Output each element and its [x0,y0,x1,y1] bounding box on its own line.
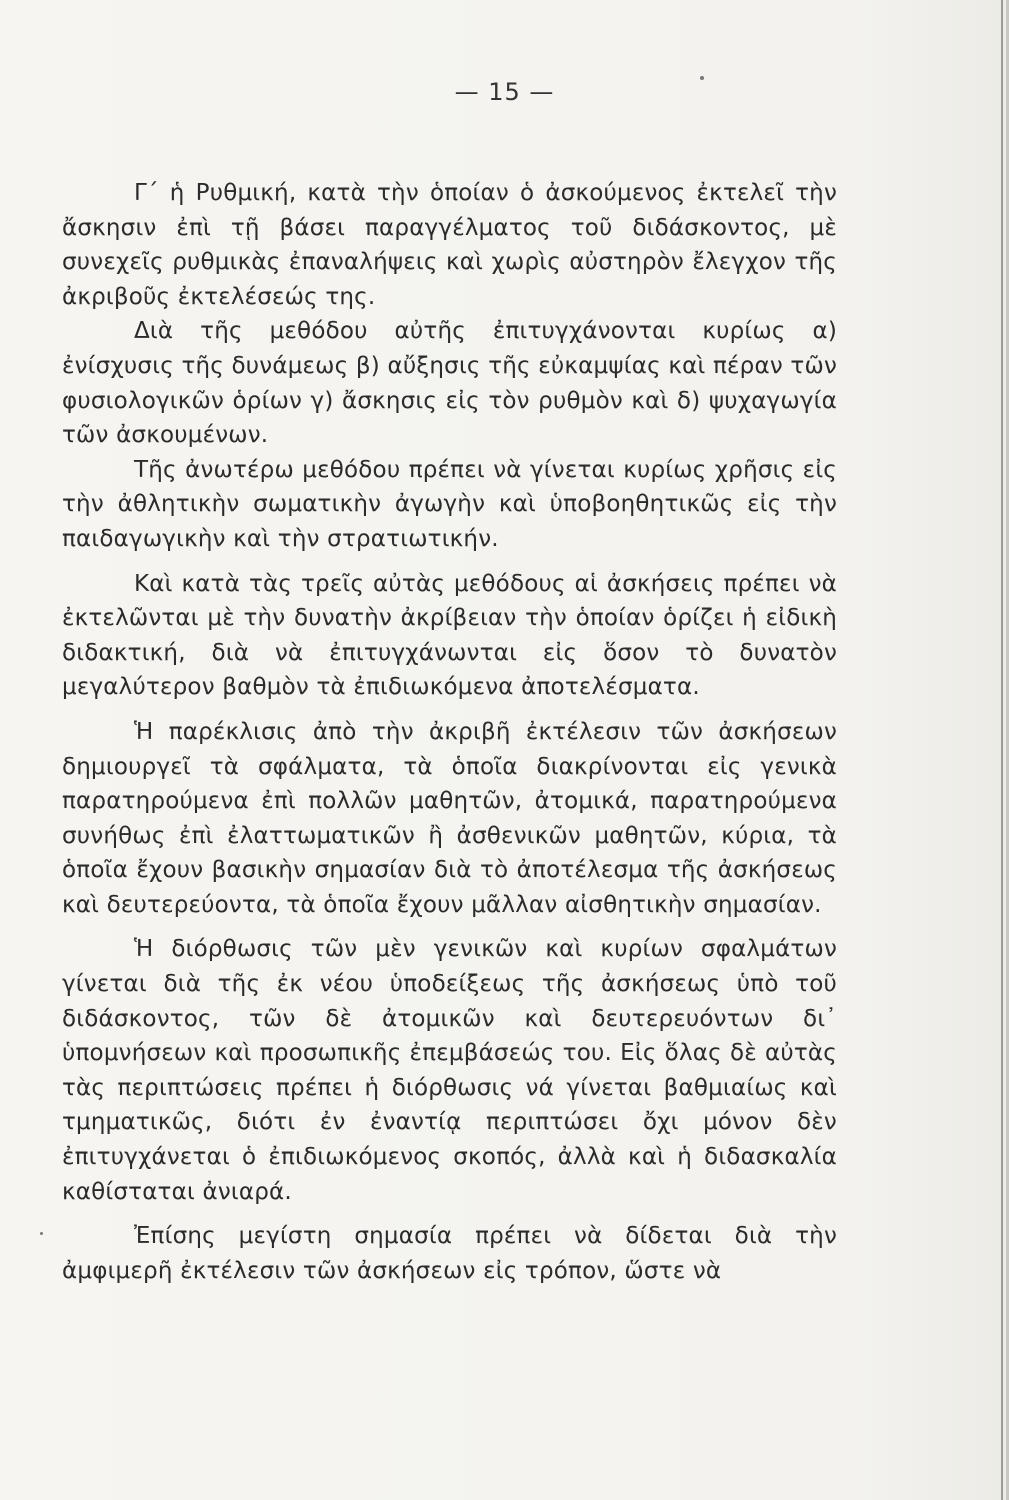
binding-edge [1001,0,1003,1500]
paragraph-7: Ἐπίσης μεγίστη σημασία πρέπει νὰ δίδεται διὰ τὴν ἀμφιμερῆ ἐκτέλεσιν τῶν ἀσκήσεων εἰς τρόπον, ὥστε νὰ [62,1223,837,1284]
body-text [62,176,837,1288]
page-number: — 15 — [454,78,555,106]
paragraph-6: Ἡ διόρθωσις τῶν μὲν γενικῶν καὶ κυρίων σφαλμάτων γίνεται διὰ τῆς ἐκ νέου ὑποδείξεως τῆς ἀσκήσεως ὑπὸ τοῦ διδάσκοντος, τῶν δὲ ἀτομικῶν καὶ δευτερευόντων δι᾿ ὑπομνήσεων καὶ προσωπικῆς ἐπεμβάσεώς του. Εἰς ὅλας δὲ αὐτὰς τὰς περιπτώσεις πρέπει ἡ διόρθωσις νά γίνεται βαθμιαίως καὶ τμηματικῶς, διότι ἐν ἐναντίᾳ περιπτώσει ὄχι μόνον δὲν ἐπιτυγχάνεται ὁ ἐπιδιωκόμενος σκοπός, ἀλλὰ καὶ ἡ διδασκαλία καθίσταται ἀνιαρά. [62,936,837,1205]
paragraph-1: Γ΄ ἡ Ρυθμική, κατὰ τὴν ὁποίαν ὁ ἀσκούμενος ἐκτελεῖ τὴν ἄσκησιν ἐπὶ τῇ βάσει παραγγέλματος τοῦ διδάσκοντος, μὲ συνεχεῖς ρυθμικὰς ἐπαναλήψεις καὶ χωρὶς αὐστηρὸν ἔλεγχον τῆς ἀκριβοῦς ἐκτελέσεώς της. [62,180,837,310]
paragraph-2: Διὰ τῆς μεθόδου αὐτῆς ἐπιτυγχάνονται κυρίως α) ἐνίσχυσις τῆς δυνάμεως β) αὔξησις τῆς εὐκαμψίας καὶ πέραν τῶν φυσιολογικῶν ὁρίων γ) ἄσκησις εἰς τὸν ρυθμὸν καὶ δ) ψυχαγωγία τῶν ἀσκουμένων. [62,318,837,449]
paragraph-4: Καὶ κατὰ τὰς τρεῖς αὐτὰς μεθόδους αἱ ἀσκήσεις πρέπει νὰ ἐκτελῶνται μὲ τὴν δυνατὴν ἀκρίβειαν τὴν ὁποίαν ὁρίζει ἡ εἰδικὴ διδακτική, διὰ νὰ ἐπιτυγχάνωνται εἰς ὅσον τὸ δυνατὸν μεγαλύτερον βαθμὸν τὰ ἐπιδιωκόμενα ἀποτελέσματα. [62,570,837,701]
paragraph-3: Τῆς ἀνωτέρω μεθόδου πρέπει νὰ γίνεται κυρίως χρῆσις εἰς τὴν ἀθλητικὴν σωματικὴν ἀγωγὴν καὶ ὑποβοηθητικῶς εἰς τὴν παιδαγωγικὴν καὶ τὴν στρατιωτικήν. [62,456,837,552]
scan-speck [40,1232,43,1235]
scan-speck [700,76,704,80]
paragraph-5: Ἡ παρέκλισις ἀπὸ τὴν ἀκριβῆ ἐκτέλεσιν τῶν ἀσκήσεων δημιουργεῖ τὰ σφάλματα, τὰ ὁποῖα διακρίνονται εἰς γενικὰ παρατηρούμενα ἐπὶ πολλῶν μαθητῶν, ἀτομικά, παρατηρούμενα συνήθως ἐπὶ ἐλαττωματικῶν ἢ ἀσθενικῶν μαθητῶν, κύρια, τὰ ὁποῖα ἔχουν βασικὴν σημασίαν διὰ τὸ ἀποτέλεσμα τῆς ἀσκήσεως καὶ δευτερεύοντα, τὰ ὁποῖα ἔχουν μᾶλλαν αἰσθητικὴν σημασίαν. [62,718,837,918]
